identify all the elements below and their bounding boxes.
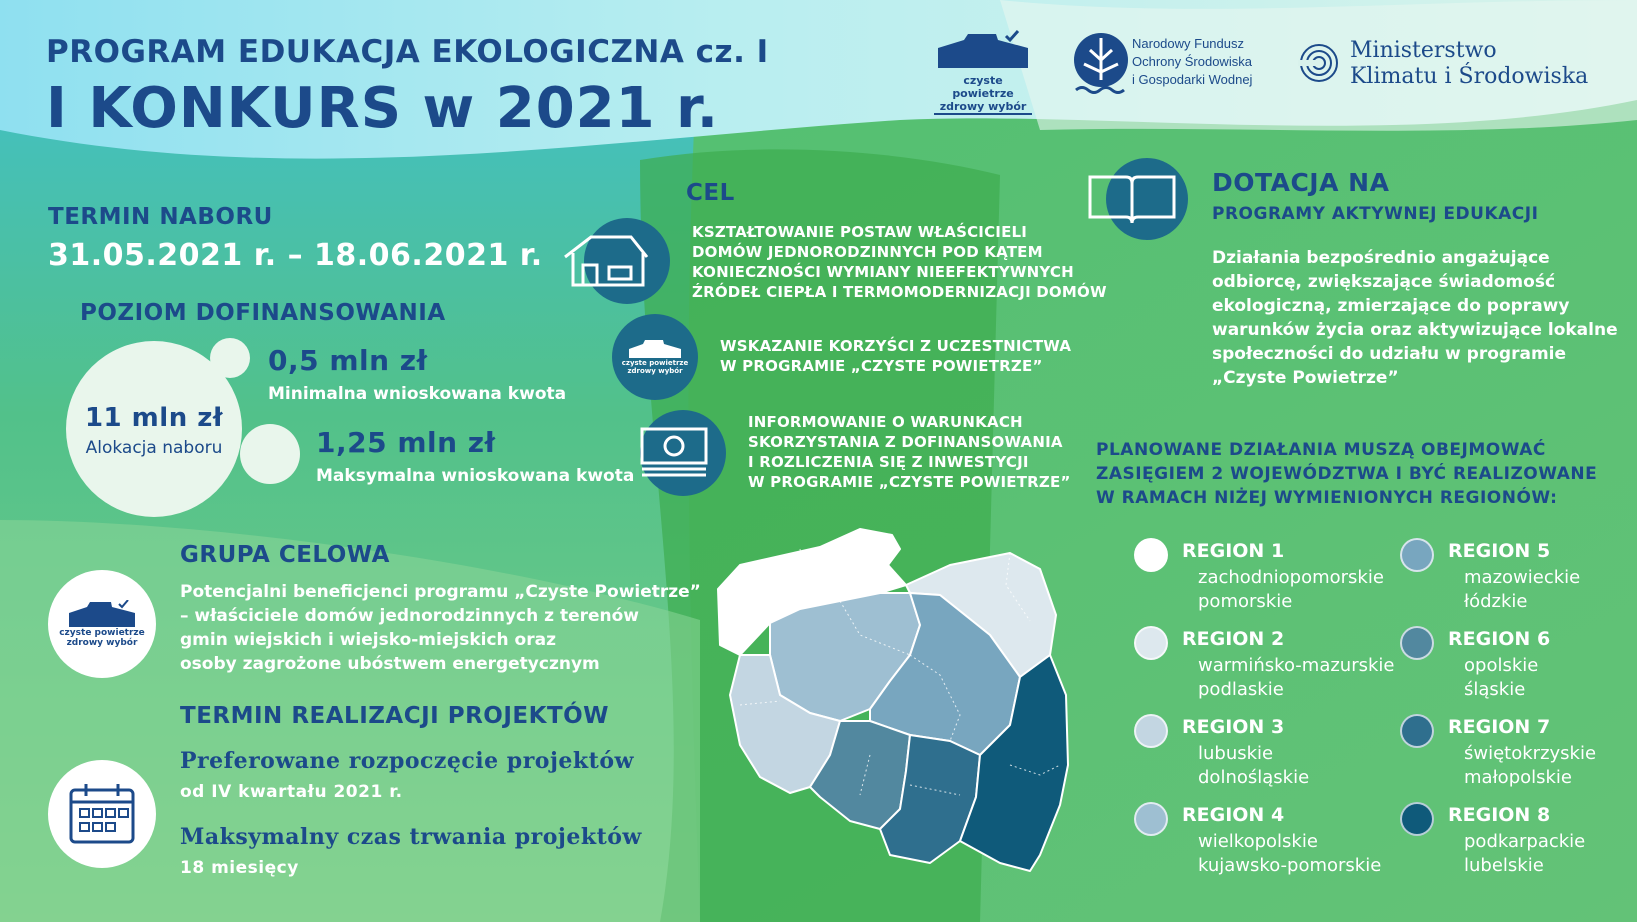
logo-text-2: zdrowy wybór	[934, 100, 1032, 115]
region-voivodeship-b: lubelskie	[1464, 855, 1544, 876]
ministry-emblem-icon	[1298, 40, 1340, 86]
nfosigw-text-3: i Gospodarki Wodnej	[1132, 72, 1253, 87]
min-value: 0,5 mln zł	[268, 344, 428, 377]
region-color-dot	[1134, 802, 1168, 836]
region-voivodeship-b: śląskie	[1464, 679, 1526, 700]
cel-item-2	[720, 336, 1071, 376]
region-voivodeship-b: małopolskie	[1464, 767, 1573, 788]
planowane-line-1: PLANOWANE DZIAŁANIA MUSZĄ OBEJMOWAĆ	[1096, 440, 1546, 460]
dotacja-heading: DOTACJA NA	[1212, 168, 1390, 197]
grupa-celowa-logo-circle	[48, 570, 156, 678]
dotacja-line-4: warunków życia oraz aktywizujące lokalne	[1212, 320, 1618, 340]
cel-item3-line3: I ROZLICZENIA SIĘ Z INWESTYCJI	[748, 453, 1029, 471]
house-logo-icon	[67, 600, 137, 628]
allocation-value: 11 mln zł	[84, 403, 224, 433]
region-voivodeship-a: opolskie	[1464, 655, 1539, 676]
region-color-dot	[1400, 714, 1434, 748]
nfosigw-emblem-icon	[1072, 30, 1130, 98]
banknote-icon	[636, 423, 716, 483]
cel-item2-line2: W PROGRAMIE „CZYSTE POWIETRZE”	[720, 357, 1043, 375]
termin-naboru-heading: TERMIN NABORU	[48, 204, 273, 230]
region-title: REGION 7	[1448, 716, 1551, 738]
max-label: Maksymalna wnioskowana kwota	[316, 466, 635, 486]
planowane-line-3: W RAMACH NIŻEJ WYMIENIONYCH REGIONÓW:	[1096, 488, 1558, 508]
cel-house-circle	[584, 218, 670, 304]
region-title: REGION 8	[1448, 804, 1551, 826]
region-voivodeship-a: warmińsko-mazurskie	[1198, 655, 1395, 676]
region-title: REGION 3	[1182, 716, 1285, 738]
cel-heading: CEL	[686, 180, 735, 206]
calendar-circle	[48, 760, 156, 868]
termin-realizacji-heading: TERMIN REALIZACJI PROJEKTÓW	[180, 703, 610, 729]
open-book-icon	[1086, 169, 1178, 229]
house-outline-icon	[561, 231, 653, 291]
region-color-dot	[1134, 538, 1168, 572]
logo-text-1: czyste powietrze	[952, 74, 1014, 100]
grupa-line-4: osoby zagrożone ubóstwem energetycznym	[180, 654, 600, 674]
max-bubble	[240, 424, 300, 484]
min-bubble	[210, 338, 250, 378]
min-label: Minimalna wnioskowana kwota	[268, 384, 567, 404]
region-voivodeship-a: wielkopolskie	[1198, 831, 1318, 852]
region-title: REGION 1	[1182, 540, 1285, 562]
grupa-line-1: Potencjalni beneficjenci programu „Czyste Powietrze”	[180, 582, 701, 602]
dotacja-description	[1212, 246, 1618, 390]
nfosigw-text-2: Ochrony Środowiska	[1132, 54, 1252, 69]
calendar-icon	[68, 782, 136, 846]
region-color-dot	[1400, 626, 1434, 660]
house-logo-icon	[627, 339, 683, 359]
nfosigw-logo	[1072, 30, 1272, 100]
dotacja-line-5: społeczności do udziału w programie	[1212, 344, 1567, 364]
region-voivodeship-a: zachodniopomorskie	[1198, 567, 1384, 588]
region-voivodeship-a: podkarpackie	[1464, 831, 1586, 852]
region-color-dot	[1134, 626, 1168, 660]
cel-item-3	[748, 412, 1071, 492]
pref-title: Preferowane rozpoczęcie projektów	[180, 748, 634, 774]
logo-text-2: zdrowy wybór	[627, 367, 683, 375]
ministry-text-2: Klimatu i Środowiska	[1350, 64, 1589, 89]
cel-item3-line1: INFORMOWANIE O WARUNKACH	[748, 413, 1023, 431]
ministry-text-1: Ministerstwo	[1350, 38, 1497, 63]
region-voivodeship-a: lubuskie	[1198, 743, 1274, 764]
book-circle	[1106, 158, 1188, 240]
page-title-line1: PROGRAM EDUKACJA EKOLOGICZNA cz. I	[46, 34, 769, 70]
termin-naboru-dates: 31.05.2021 r. – 18.06.2021 r.	[48, 238, 543, 273]
region-voivodeship-b: kujawsko-pomorskie	[1198, 855, 1382, 876]
logo-text-2: zdrowy wybór	[66, 638, 138, 648]
czyste-powietrze-logo	[934, 30, 1032, 113]
dotacja-line-6: „Czyste Powietrze”	[1212, 368, 1399, 388]
region-color-dot	[1400, 802, 1434, 836]
dofinansowanie-heading: POZIOM DOFINANSOWANIA	[80, 300, 446, 326]
house-logo-icon	[934, 30, 1032, 70]
region-color-dot	[1400, 538, 1434, 572]
planowane-heading	[1096, 438, 1597, 510]
region-voivodeship-a: mazowieckie	[1464, 567, 1581, 588]
pref-value: od IV kwartału 2021 r.	[180, 782, 403, 802]
region-color-dot	[1134, 714, 1168, 748]
dotacja-subheading: PROGRAMY AKTYWNEJ EDUKACJI	[1212, 204, 1539, 224]
grupa-line-2: – właściciele domów jednorodzinnych z terenów	[180, 606, 640, 626]
cel-item-1	[692, 222, 1107, 302]
region-title: REGION 2	[1182, 628, 1285, 650]
dotacja-line-3: ekologiczną, zmierzające do poprawy	[1212, 296, 1570, 316]
cel-logo-circle	[612, 314, 698, 400]
ministry-logo	[1298, 38, 1598, 98]
cel-item1-line4: ŹRÓDEŁ CIEPŁA I TERMOMODERNIZACJI DOMÓW	[692, 283, 1107, 301]
grupa-celowa-text	[180, 580, 701, 676]
dotacja-line-1: Działania bezpośrednio angażujące	[1212, 248, 1550, 268]
cel-item3-line2: SKORZYSTANIA Z DOFINANSOWANIA	[748, 433, 1063, 451]
region-voivodeship-b: dolnośląskie	[1198, 767, 1310, 788]
max-title: Maksymalny czas trwania projektów	[180, 824, 642, 850]
logo-text-1: czyste powietrze	[59, 628, 145, 638]
poland-region-map	[710, 525, 1120, 895]
cel-item1-line2: DOMÓW JEDNORODZINNYCH POD KĄTEM	[692, 243, 1043, 261]
dotacja-line-2: odbiorcę, zwiększające świadomość	[1212, 272, 1556, 292]
planowane-line-2: ZASIĘGIEM 2 WOJEWÓDZTWA I BYĆ REALIZOWANE	[1096, 464, 1598, 484]
cel-item2-line1: WSKAZANIE KORZYŚCI Z UCZESTNICTWA	[720, 337, 1072, 355]
region-voivodeship-a: świętokrzyskie	[1464, 743, 1597, 764]
page-title-line2: I KONKURS w 2021 r.	[46, 76, 720, 141]
max-duration: 18 miesięcy	[180, 858, 299, 878]
region-title: REGION 6	[1448, 628, 1551, 650]
cel-item1-line1: KSZTAŁTOWANIE POSTAW WŁAŚCICIELI	[692, 223, 1028, 241]
cel-item1-line3: KONIECZNOŚCI WYMIANY NIEEFEKTYWNYCH	[692, 263, 1074, 281]
nfosigw-text-1: Narodowy Fundusz	[1132, 36, 1244, 51]
grupa-line-3: gmin wiejskich i wiejsko-miejskich oraz	[180, 630, 556, 650]
cel-money-circle	[640, 410, 726, 496]
region-title: REGION 4	[1182, 804, 1285, 826]
region-voivodeship-b: podlaskie	[1198, 679, 1284, 700]
cel-item3-line4: W PROGRAMIE „CZYSTE POWIETRZE”	[748, 473, 1071, 491]
max-value: 1,25 mln zł	[316, 426, 496, 459]
region-voivodeship-b: pomorskie	[1198, 591, 1293, 612]
region-title: REGION 5	[1448, 540, 1551, 562]
region-voivodeship-b: łódzkie	[1464, 591, 1528, 612]
allocation-label: Alokacja naboru	[85, 438, 223, 458]
logo-text-1: czyste powietrze	[621, 359, 689, 367]
grupa-celowa-heading: GRUPA CELOWA	[180, 542, 390, 568]
